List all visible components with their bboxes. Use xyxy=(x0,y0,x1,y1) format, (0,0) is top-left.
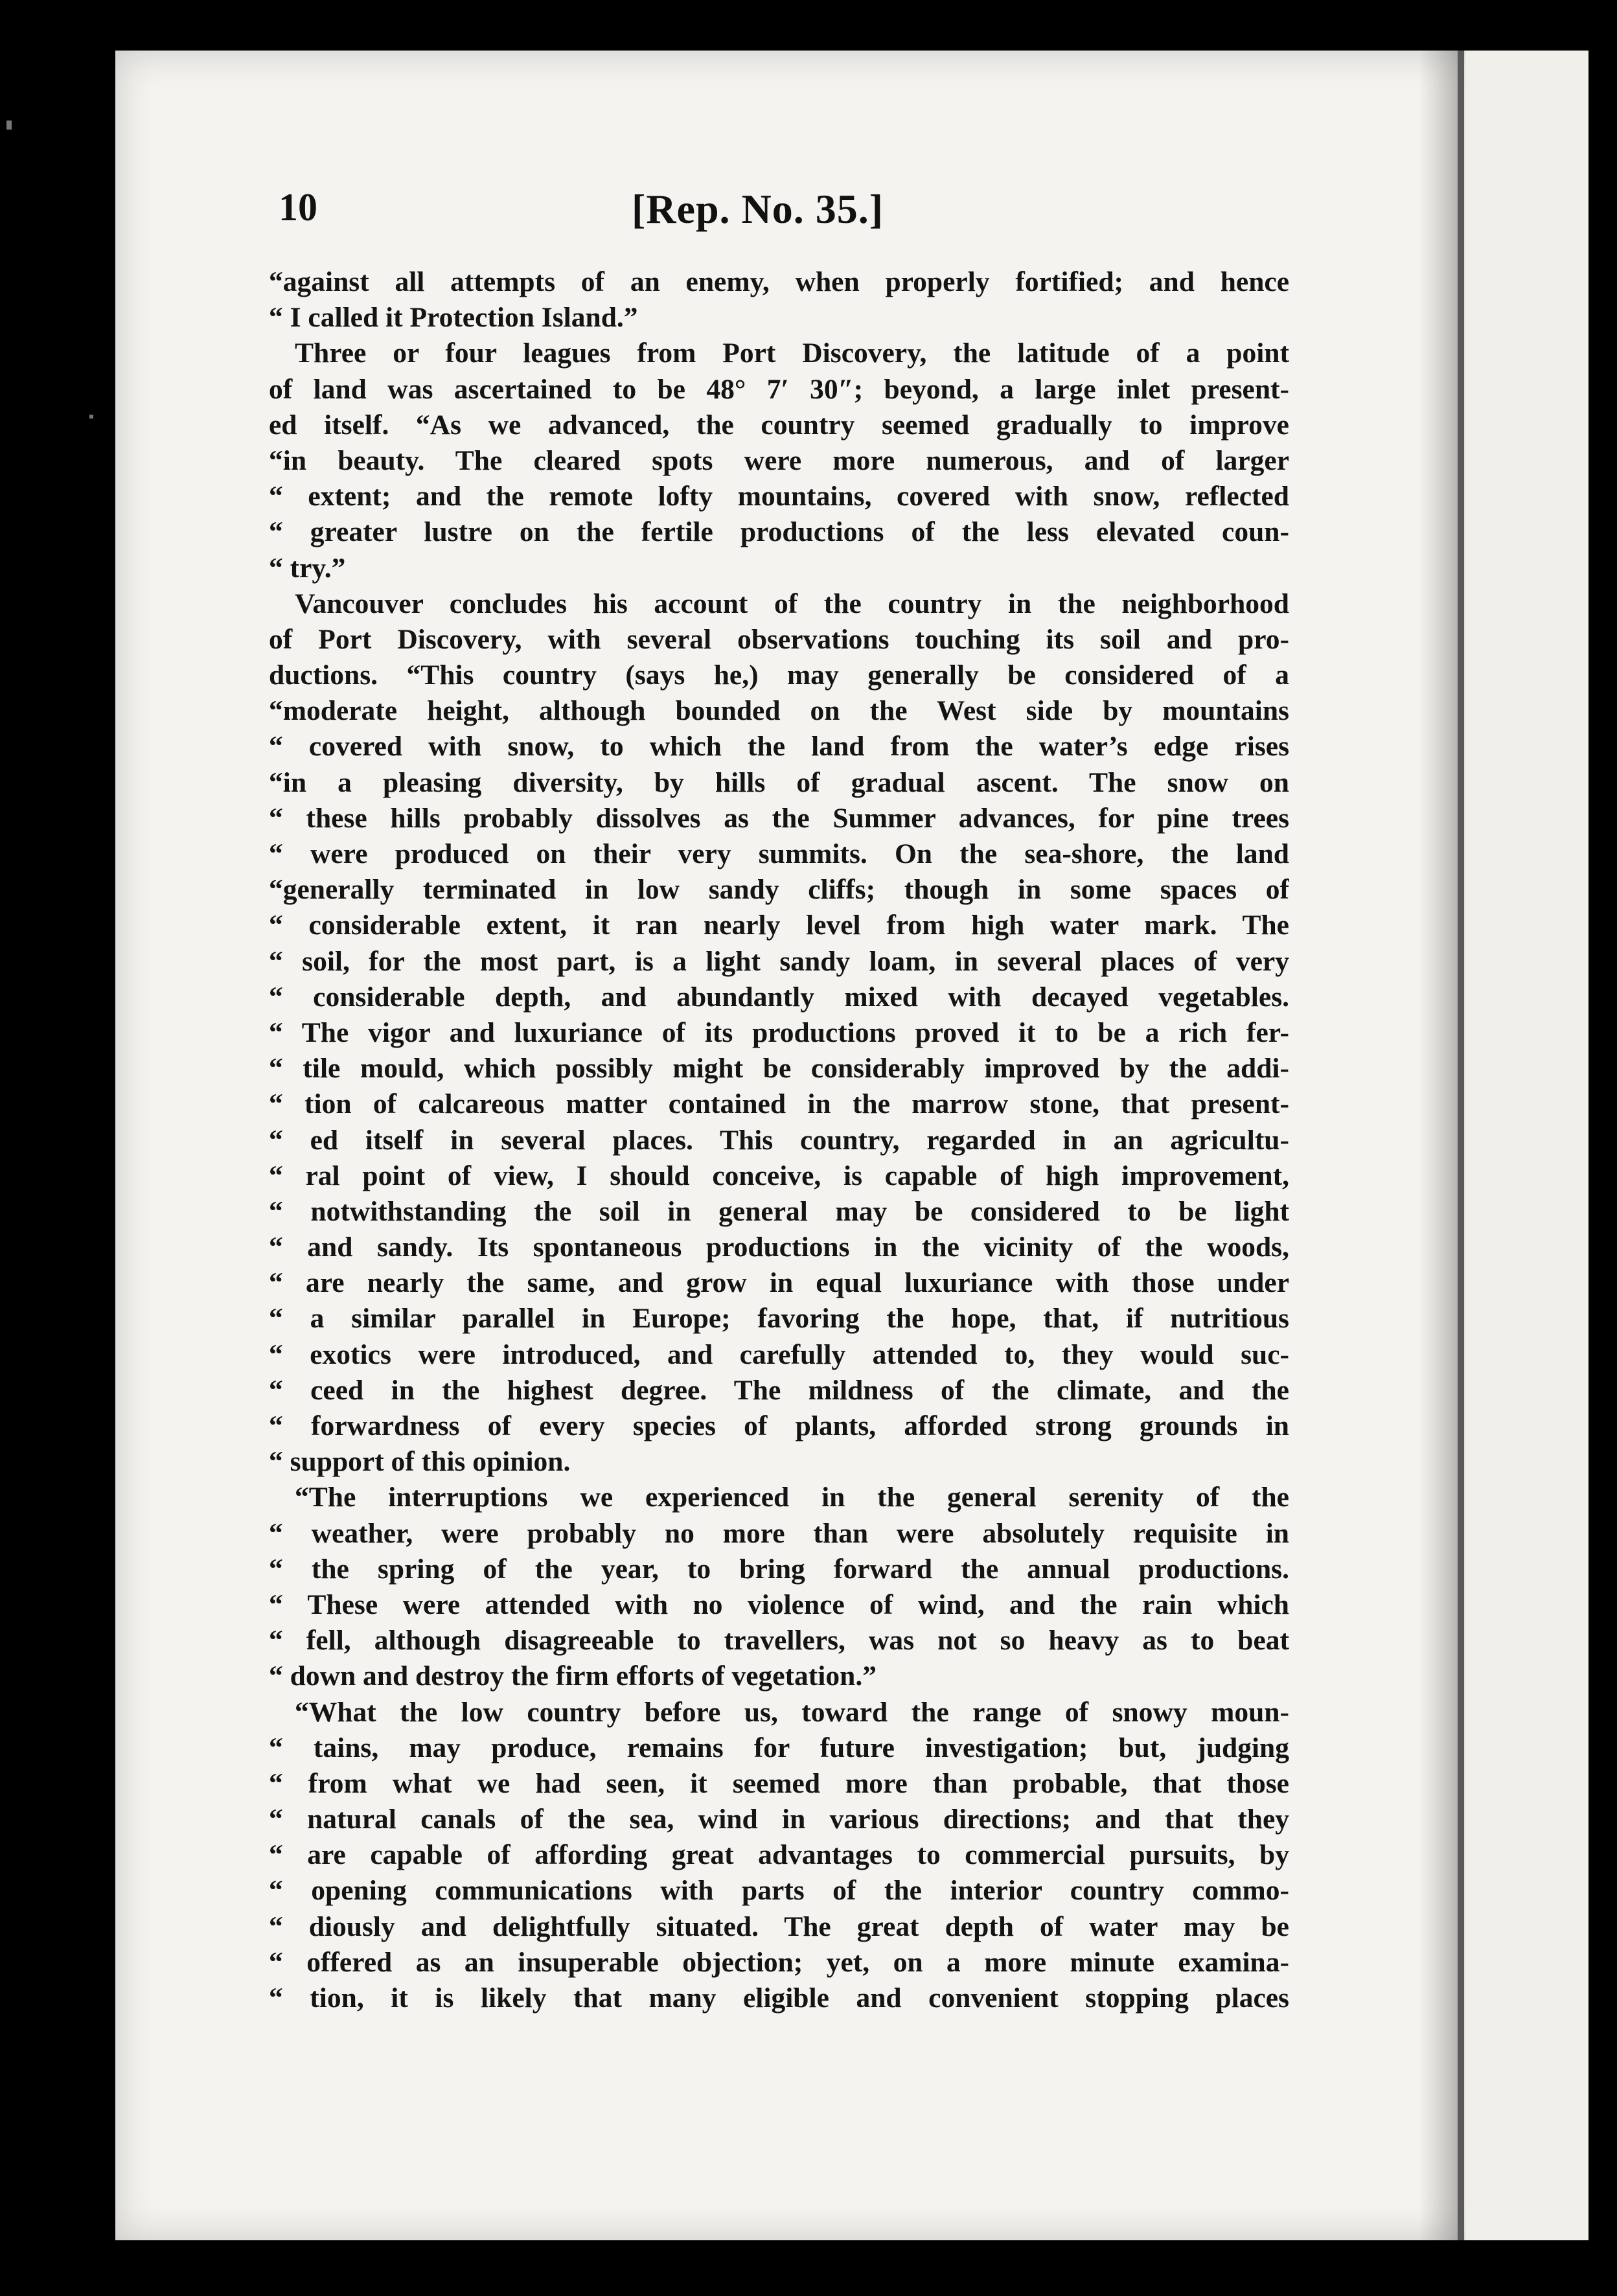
text-line: “ offered as an insuperable objection; yet, on a more minute examina- xyxy=(269,1946,1289,1978)
text-line: “ The vigor and luxuriance of its productions proved it to be a rich fer- xyxy=(269,1016,1289,1048)
text-line: “ are capable of affording great advantages to commercial pursuits, by xyxy=(269,1839,1289,1871)
text-line: “ try.” xyxy=(269,552,346,584)
text-line: “ considerable extent, it ran nearly level from high water mark. The xyxy=(269,910,1289,941)
text-line: “ from what we had seen, it seemed more than probable, that those xyxy=(269,1767,1289,1799)
text-line: “ I called it Protection Island.” xyxy=(269,302,638,334)
text-line: of Port Discovery, with several observations touching its soil and pro- xyxy=(269,623,1289,655)
text-line: “ covered with snow, to which the land from the water’s edge rises xyxy=(269,731,1289,763)
text-line: “ opening communications with parts of the interior country commo- xyxy=(269,1875,1289,1907)
text-line: “ are nearly the same, and grow in equal luxuriance with those under xyxy=(269,1267,1289,1299)
running-header xyxy=(279,185,1289,257)
text-line: “ extent; and the remote lofty mountains, covered with snow, reflected xyxy=(269,481,1289,512)
text-line: “ diously and delightfully situated. The great depth of water may be xyxy=(269,1911,1289,1942)
text-line: “ down and destroy the firm efforts of vegetation.” xyxy=(269,1660,877,1692)
text-line: “ these hills probably dissolves as the Summer advances, for pine trees xyxy=(269,802,1289,834)
text-line: “ were produced on their very summits. On the sea-shore, the land xyxy=(269,838,1289,869)
text-line: “The interruptions we experienced in the general serenity of the xyxy=(295,1482,1289,1513)
text-line: “against all attempts of an enemy, when properly fortified; and hence xyxy=(269,266,1289,297)
text-line: ductions. “This country (says he,) may generally be considered of a xyxy=(269,660,1289,691)
text-line: “ natural canals of the sea, wind in various directions; and that they xyxy=(269,1804,1289,1835)
margin-speck xyxy=(6,121,12,130)
text-line: “ ceed in the highest degree. The mildness of the climate, and the xyxy=(269,1374,1289,1406)
text-line: “ weather, were probably no more than were absolutely requisite in xyxy=(269,1517,1289,1549)
text-line: of land was ascertained to be 48° 7′ 30″; beyond, a large inlet present- xyxy=(269,373,1289,405)
text-line: “moderate height, although bounded on the West side by mountains xyxy=(269,695,1289,727)
text-line: “ fell, although disagreeable to travellers, was not so heavy as to beat xyxy=(269,1625,1289,1657)
text-line: “ support of this opinion. xyxy=(269,1446,571,1478)
page-number: 10 xyxy=(279,186,317,229)
text-line: “ ed itself in several places. This country, regarded in an agricultu- xyxy=(269,1124,1289,1156)
text-line: “ tile mould, which possibly might be considerably improved by the addi- xyxy=(269,1053,1289,1085)
text-line: ed itself. “As we advanced, the country seemed gradually to improve xyxy=(269,409,1289,441)
text-line: “ tion of calcareous matter contained in the marrow stone, that present- xyxy=(269,1088,1289,1120)
text-line: “ ral point of view, I should conceive, is capable of high improvement, xyxy=(269,1160,1289,1191)
margin-speck xyxy=(89,415,93,419)
text-line: “in beauty. The cleared spots were more numerous, and of larger xyxy=(269,444,1289,476)
text-line: “ forwardness of every species of plants, afforded strong grounds in xyxy=(269,1410,1289,1441)
text-line: “ soil, for the most part, is a light sandy loam, in several places of very xyxy=(269,945,1289,977)
text-line: “ and sandy. Its spontaneous productions in the vicinity of the woods, xyxy=(269,1232,1289,1263)
text-line: “ tion, it is likely that many eligible and convenient stopping places xyxy=(269,1982,1289,2014)
text-line: “ tains, may produce, remains for future investigation; but, judging xyxy=(269,1732,1289,1763)
text-line: “ the spring of the year, to bring forward the annual productions. xyxy=(269,1553,1289,1585)
text-line: “ notwithstanding the soil in general may be considered to be light xyxy=(269,1195,1289,1227)
facing-page-edge xyxy=(1465,51,1588,2240)
text-line: Vancouver concludes his account of the country in the neighborhood xyxy=(295,588,1289,619)
text-line: “ considerable depth, and abundantly mixed with decayed vegetables. xyxy=(269,981,1289,1013)
page-gutter xyxy=(1458,51,1464,2240)
body-text xyxy=(269,264,1289,2016)
text-line: “ greater lustre on the fertile productions of the less elevated coun- xyxy=(269,516,1289,548)
text-line: “ exotics were introduced, and carefully attended to, they would suc- xyxy=(269,1338,1289,1370)
text-line: Three or four leagues from Port Discovery, the latitude of a point xyxy=(295,338,1289,369)
text-line: “What the low country before us, toward the range of snowy moun- xyxy=(295,1696,1289,1728)
text-line: “ a similar parallel in Europe; favoring the hope, that, if nutritious xyxy=(269,1303,1289,1335)
text-line: “generally terminated in low sandy cliffs; though in some spaces of xyxy=(269,874,1289,906)
text-line: “in a pleasing diversity, by hills of gradual ascent. The snow on xyxy=(269,766,1289,798)
text-line: “ These were attended with no violence of wind, and the rain which xyxy=(269,1589,1289,1620)
report-number: [Rep. No. 35.] xyxy=(632,186,884,232)
